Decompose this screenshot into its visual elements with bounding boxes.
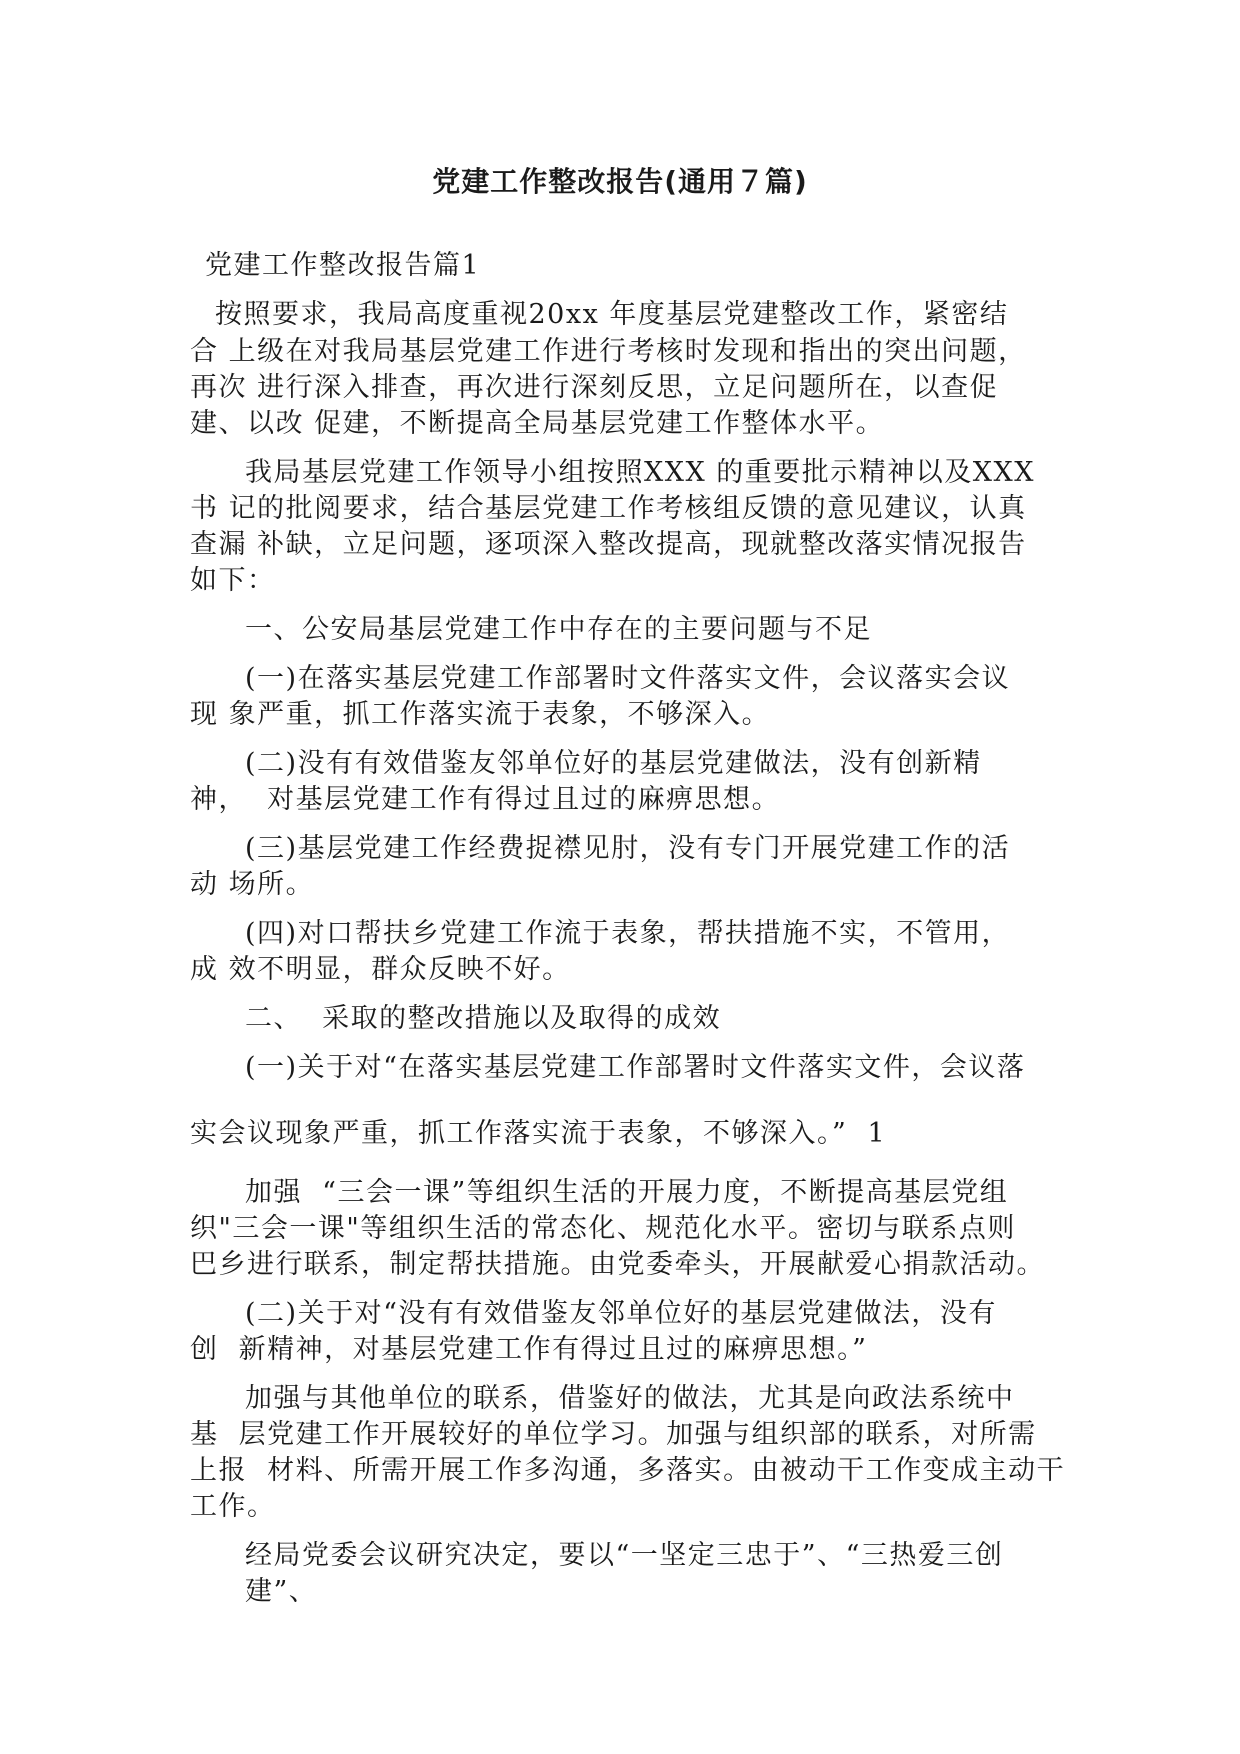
paragraph-line: 按照要求，我局高度重视20xx 年度基层党建整改工作，紧密结 <box>215 299 1009 330</box>
paragraph-line: 巴乡进行联系，制定帮扶措施。由党委牵头，开展献爱心捐款活动。 <box>190 1249 1045 1280</box>
paragraph-line: 创 新精神，对基层党建工作有得过且过的麻痹思想。” <box>190 1334 868 1365</box>
paragraph-line: 实会议现象严重，抓工作落实流于表象，不够深入。” 1 <box>190 1118 887 1149</box>
paragraph-line: (一)在落实基层党建工作部署时文件落实文件，会议落实会议 <box>245 663 1011 694</box>
paragraph-line: 成 效不明显，群众反映不好。 <box>190 954 571 985</box>
paragraph-line: 加强与其他单位的联系，借鉴好的做法，尤其是向政法系统中 <box>245 1383 1015 1414</box>
section-heading: 一、公安局基层党建工作中存在的主要问题与不足 <box>245 614 872 645</box>
paragraph-line: 动 场所。 <box>190 869 315 900</box>
paragraph-line: 织"三会一课"等组织生活的常态化、规范化水平。密切与联系点则 <box>190 1213 1016 1244</box>
paragraph-line: 建”、 <box>245 1576 318 1607</box>
paragraph-line: (二)没有有效借鉴友邻单位好的基层党建做法，没有创新精 <box>245 748 982 779</box>
paragraph-line: 工作。 <box>190 1491 276 1522</box>
paragraph-line: 建、以改 促建，不断提高全局基层党建工作整体水平。 <box>190 408 885 439</box>
paragraph-line: 加强 “三会一课”等组织生活的开展力度，不断提高基层党组 <box>245 1177 1009 1208</box>
paragraph-line: (四)对口帮扶乡党建工作流于表象，帮扶措施不实，不管用， <box>245 918 1011 949</box>
section-heading: 二、 采取的整改措施以及取得的成效 <box>245 1003 722 1034</box>
paragraph-line: (二)关于对“没有有效借鉴友邻单位好的基层党建做法，没有 <box>245 1298 997 1329</box>
section-heading: 党建工作整改报告篇1 <box>205 250 481 281</box>
paragraph-line: 神， 对基层党建工作有得过且过的麻痹思想。 <box>190 784 781 815</box>
paragraph-line: 查漏 补缺，立足问题，逐项深入整改提高，现就整改落实情况报告 <box>190 529 1027 560</box>
paragraph-line: 基 层党建工作开展较好的单位学习。加强与组织部的联系，对所需 <box>190 1419 1037 1450</box>
paragraph-line: 合 上级在对我局基层党建工作进行考核时发现和指出的突出问题， <box>190 336 1027 367</box>
paragraph-line: (三)基层党建工作经费捉襟见肘，没有专门开展党建工作的活 <box>245 833 1011 864</box>
paragraph-line: 再次 进行深入排查，再次进行深刻反思，立足问题所在，以查促 <box>190 372 999 403</box>
paragraph-line: 书 记的批阅要求，结合基层党建工作考核组反馈的意见建议，认真 <box>190 493 1027 524</box>
paragraph-line: 现 象严重，抓工作落实流于表象，不够深入。 <box>190 699 771 730</box>
paragraph-line: 经局党委会议研究决定，要以“一坚定三忠于”、“三热爱三创 <box>245 1540 1004 1571</box>
paragraph-line: 如下： <box>190 565 276 596</box>
paragraph-line: 上报 材料、所需开展工作多沟通，多落实。由被动干工作变成主动干 <box>190 1455 1066 1486</box>
paragraph-line: (一)关于对“在落实基层党建工作部署时文件落实文件，会议落 <box>245 1052 1026 1083</box>
paragraph-line: 我局基层党建工作领导小组按照XXX 的重要批示精神以及XXX <box>245 457 1035 488</box>
document-title: 党建工作整改报告(通用７篇) <box>432 165 808 198</box>
